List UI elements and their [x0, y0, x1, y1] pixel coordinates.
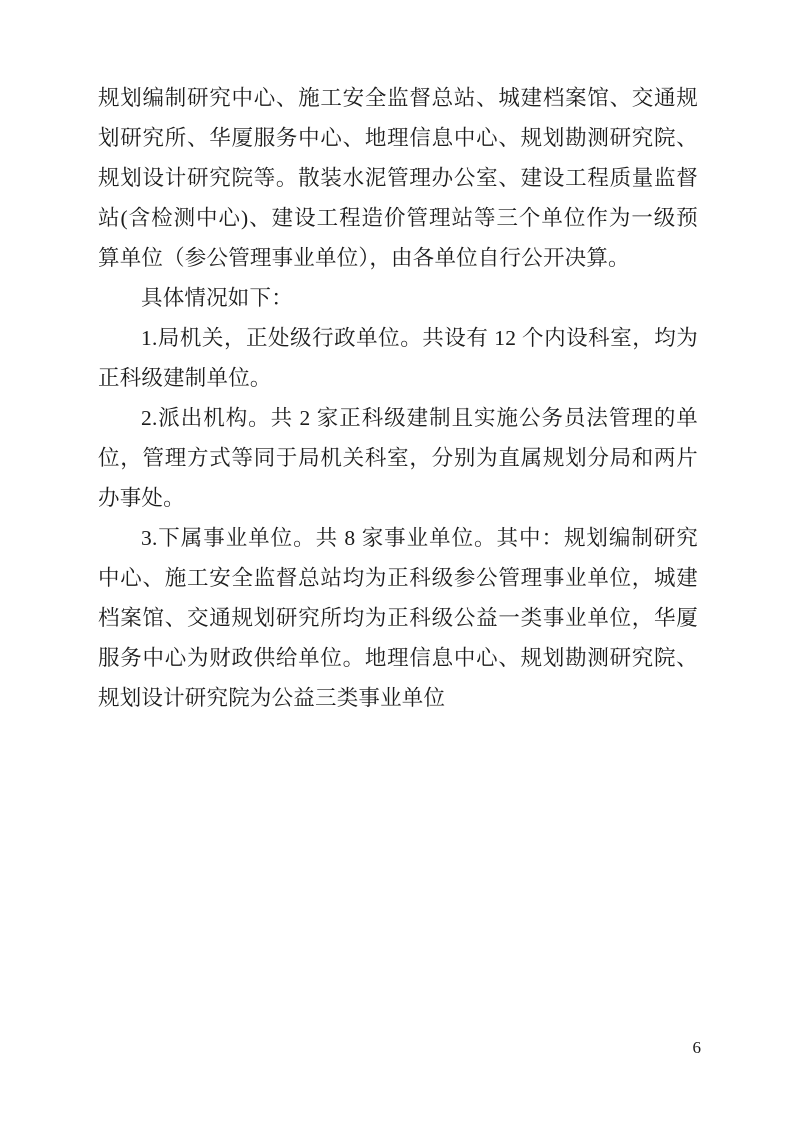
paragraph-1: 规划编制研究中心、施工安全监督总站、城建档案馆、交通规划研究所、华厦服务中心、地理信息中心、规划勘测研究院、规划设计研究院等。散装水泥管理办公室、建设工程质量监督站(含检测中心)、建设工程造价管理站等三个单位作为一级预算单位（参公管理事业单位），由各单位自行公开决算。 [98, 86, 698, 270]
paragraph-3: 1.局机关，正处级行政单位。共设有 12 个内设科室，均为正科级建制单位。 [98, 326, 698, 390]
paragraph-5: 3.下属事业单位。共 8 家事业单位。其中：规划编制研究中心、施工安全监督总站均为正科级参公管理事业单位，城建档案馆、交通规划研究所均为正科级公益一类事业单位，华厦服务中心为财政供给单位。地理信息中心、规划勘测研究院、规划设计研究院为公益三类事业单位 [98, 526, 698, 710]
page-number: 6 [692, 1038, 701, 1057]
paragraph-2: 具体情况如下： [141, 286, 293, 310]
document-body [98, 78, 698, 718]
paragraph-4: 2.派出机构。共 2 家正科级建制且实施公务员法管理的单位，管理方式等同于局机关科室，分别为直属规划分局和两片办事处。 [98, 406, 698, 510]
